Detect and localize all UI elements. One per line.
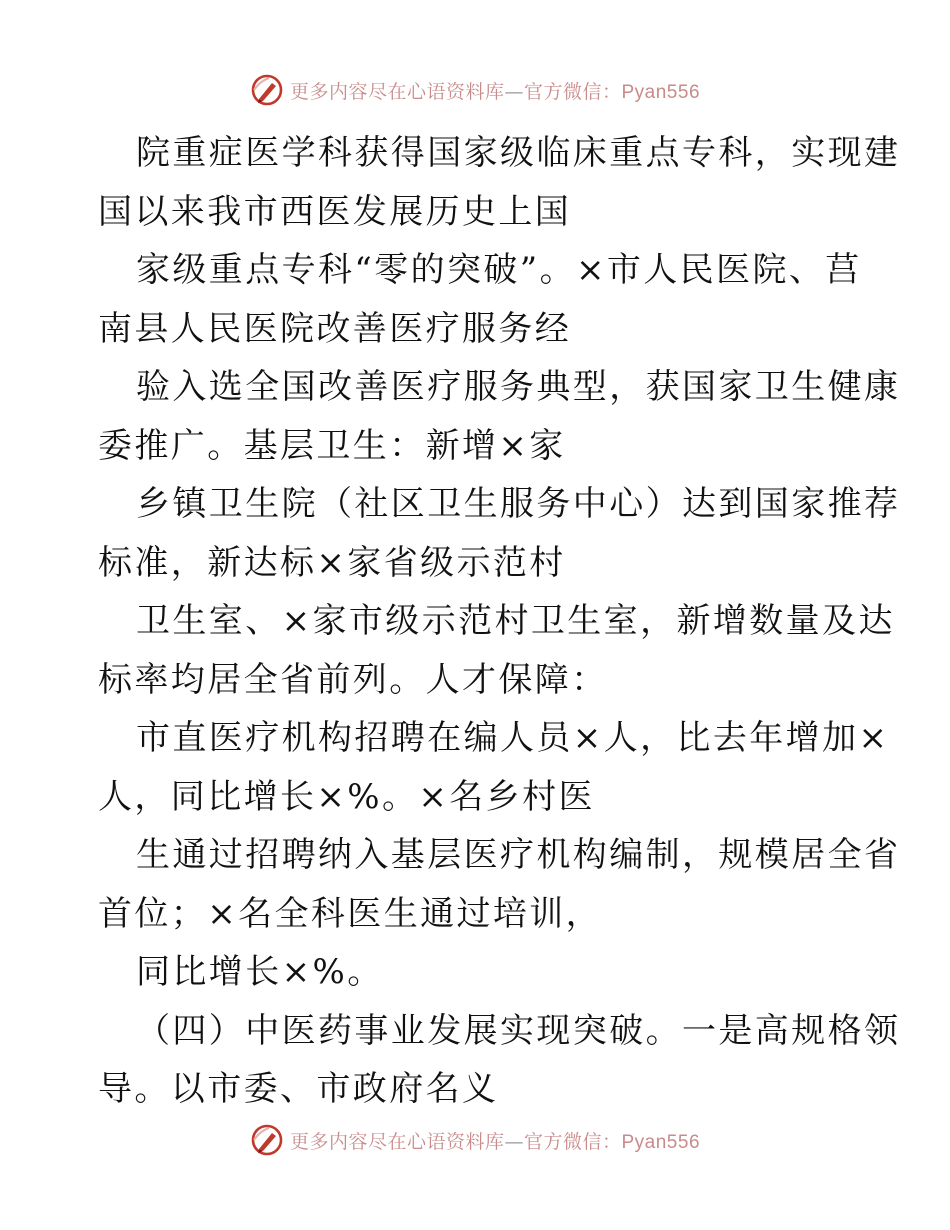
text-line: 南县人民医院改善医疗服务经 bbox=[98, 308, 572, 349]
text-line: 同比增长×%。 bbox=[136, 952, 384, 992]
text-line: 导。以市委、市政府名义 bbox=[98, 1069, 499, 1109]
footer-watermark bbox=[0, 1120, 950, 1160]
text-line: 标准，新达标×家省级示范村 bbox=[98, 542, 566, 583]
text-line: 市直医疗机构招聘在编人员×人，比去年增加× bbox=[136, 718, 890, 758]
text-line: 首位；×名全科医生通过培训， bbox=[98, 893, 603, 934]
text-line: 院重症医学科获得国家级临床重点专科，实现建 bbox=[136, 133, 901, 173]
text-line: 委推广。基层卫生：新增×家 bbox=[98, 425, 566, 466]
text-line: 人，同比增长×%。×名乡村医 bbox=[98, 776, 595, 817]
document-body bbox=[98, 124, 901, 1119]
watermark-text: 更多内容尽在心语资料库—官方微信：Pyan556 bbox=[289, 1130, 701, 1153]
text-line: 卫生室、×家市级示范村卫生室，新增数量及达 bbox=[136, 601, 895, 641]
text-line: 家级重点专科“零的突破”。×市人民医院、莒 bbox=[136, 250, 862, 290]
watermark-text: 更多内容尽在心语资料库—官方微信：Pyan556 bbox=[289, 80, 701, 103]
pen-logo-icon bbox=[250, 1123, 284, 1157]
text-line: 标率均居全省前列。人才保障： bbox=[98, 659, 608, 700]
text-line: 生通过招聘纳入基层医疗机构编制，规模居全省 bbox=[136, 835, 901, 875]
text-line: 国以来我市西医发展历史上国 bbox=[98, 191, 572, 232]
text-line: 乡镇卫生院（社区卫生服务中心）达到国家推荐 bbox=[136, 484, 901, 524]
header-watermark bbox=[0, 70, 950, 110]
text-line: （四）中医药事业发展实现突破。一是高规格领 bbox=[136, 1010, 901, 1051]
text-line: 验入选全国改善医疗服务典型，获国家卫生健康 bbox=[136, 367, 901, 407]
pen-logo-icon bbox=[250, 73, 284, 107]
